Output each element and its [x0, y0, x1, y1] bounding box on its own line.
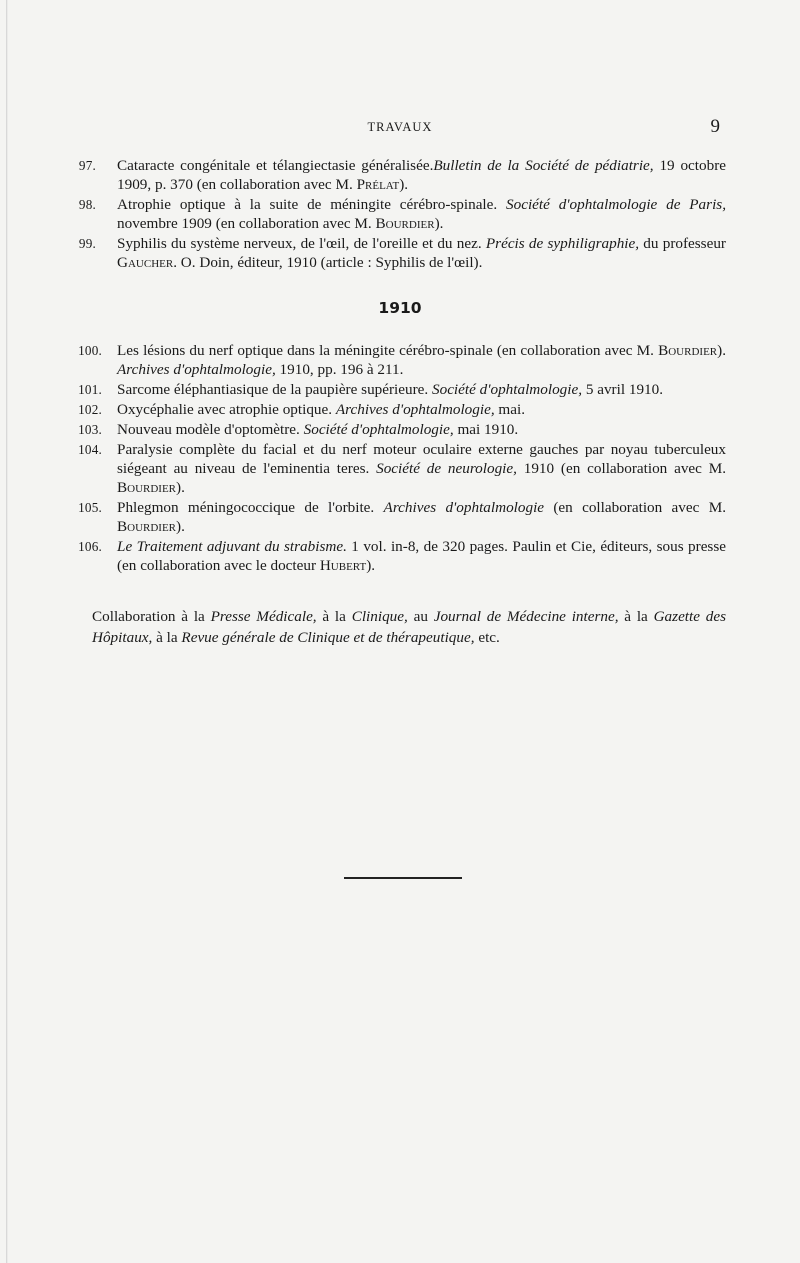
entry-tail: ). [176, 518, 185, 535]
entry-102 [0, 400, 800, 419]
entry-author: Bourdier [117, 518, 177, 535]
entry-text: Syphilis du système nerveux, de l'œil, de l'oreille et du nez. [117, 235, 486, 252]
entry-text: novembre 1909 (en collaboration avec M. [117, 215, 376, 232]
entry-text: Les lésions du nerf optique dans la méningite cérébro-spinale (en collaboration avec M. [117, 342, 659, 359]
entry-journal: Société d'ophtalmologie, [303, 421, 454, 438]
entry-tail: mai. [494, 401, 525, 418]
entry-journal: Archives d'ophtalmologie [383, 499, 545, 516]
entry-tail: 5 avril 1910. [582, 381, 664, 398]
entry-text: Atrophie optique à la suite de méningite cérébro-spinale. [117, 196, 507, 213]
entry-104 [0, 440, 800, 497]
running-title: TRAVAUX [367, 120, 433, 134]
entry-text: Cataracte congénitale et télangiectasie généralisée. [117, 157, 434, 174]
entry-text: 1910 (en collaboration avec M. [516, 460, 727, 477]
entry-tail: ). [176, 479, 185, 496]
entry-100 [0, 341, 800, 379]
page-number: 9 [710, 116, 720, 137]
entry-106 [0, 537, 800, 575]
entry-number: 101. [78, 382, 102, 397]
entry-105 [0, 498, 800, 536]
entry-journal: Précis de syphiligraphie, [485, 235, 640, 252]
collab-text: etc. [474, 629, 500, 646]
entry-99 [0, 234, 800, 272]
entry-number: 98. [78, 197, 96, 212]
entry-number: 102. [78, 402, 102, 417]
entry-text: Phlegmon méningococcique de l'orbite. [117, 499, 384, 516]
entry-text: du professeur [639, 235, 726, 252]
entry-author: Gaucher [117, 254, 174, 271]
entry-tail: mai 1910. [453, 421, 519, 438]
entry-97 [0, 156, 800, 194]
collab-journal: Clinique, [351, 608, 408, 625]
collab-journal: Presse Médicale, [210, 608, 317, 625]
collab-journal: Journal de Médecine interne, [433, 608, 619, 625]
entry-tail: ). [366, 557, 376, 574]
entry-journal: Le Traitement adjuvant du strabisme. [117, 538, 347, 555]
entries-1909 [0, 156, 800, 273]
entry-number: 103. [78, 422, 102, 437]
entry-journal: Archives d'ophtalmologie, [335, 401, 495, 418]
entry-journal: Société d'ophtalmologie de Paris, [506, 196, 726, 213]
collab-text: à la [152, 629, 182, 646]
collaboration-paragraph [92, 606, 726, 648]
entry-number: 99. [78, 236, 96, 251]
entry-journal: Société de neurologie, [376, 460, 517, 477]
entry-number: 105. [78, 500, 102, 515]
entry-number: 104. [78, 442, 102, 457]
entry-journal: Archives d'ophtalmologie, [117, 361, 276, 378]
entry-tail: ). [399, 176, 409, 193]
entry-tail: ). [434, 215, 444, 232]
entry-number: 106. [78, 539, 102, 554]
entry-text: (en collaboration avec M. [544, 499, 727, 516]
entry-tail: 1910, pp. 196 à 211. [275, 361, 404, 378]
collab-text: Collaboration à la [92, 608, 211, 625]
entry-text: Paralysie complète du facial et du nerf moteur oculaire externe gauches par noyau tuberculeux siégeant au niveau de l'eminentia teres. [117, 441, 726, 477]
end-rule [344, 877, 462, 879]
entry-author: Bourdier [658, 342, 718, 359]
entry-journal: Bulletin de la Société de pédiatrie, [433, 157, 654, 174]
entry-103 [0, 420, 800, 439]
collab-journal: Gazette des Hôpitaux, [92, 608, 727, 646]
entry-text: 19 octobre 1909, p. 370 (en collaboration avec M. [117, 157, 727, 193]
entry-tail: . O. Doin, éditeur, 1910 (article : Syphilis de l'œil). [173, 254, 483, 271]
entries-1910 [0, 341, 800, 576]
entry-98 [0, 195, 800, 233]
entry-101 [0, 380, 800, 399]
entry-number: 97. [78, 158, 96, 173]
entry-journal: Société d'ophtalmologie, [432, 381, 583, 398]
entry-text: 1 vol. in-8, de 320 pages. Paulin et Cie, éditeurs, sous presse (en collaboration avec le docteur [117, 538, 726, 574]
entry-text: Oxycéphalie avec atrophie optique. [117, 401, 336, 418]
collab-journal: Revue générale de Clinique et de thérapeutique, [181, 629, 475, 646]
entry-author: Prélat [356, 176, 400, 193]
entry-author: Hubert [319, 557, 367, 574]
entry-author: Bourdier [375, 215, 435, 232]
running-head [0, 118, 800, 138]
entry-text: ). [717, 342, 726, 359]
entry-author: Bourdier [117, 479, 177, 496]
entry-text: Sarcome éléphantiasique de la paupière supérieure. [117, 381, 432, 398]
section-year-heading: 1910 [378, 299, 422, 317]
collab-text: à la [618, 608, 654, 625]
collab-text: au [407, 608, 434, 625]
entry-text: Nouveau modèle d'optomètre. [117, 421, 304, 438]
collab-text: à la [316, 608, 352, 625]
entry-number: 100. [78, 343, 102, 358]
